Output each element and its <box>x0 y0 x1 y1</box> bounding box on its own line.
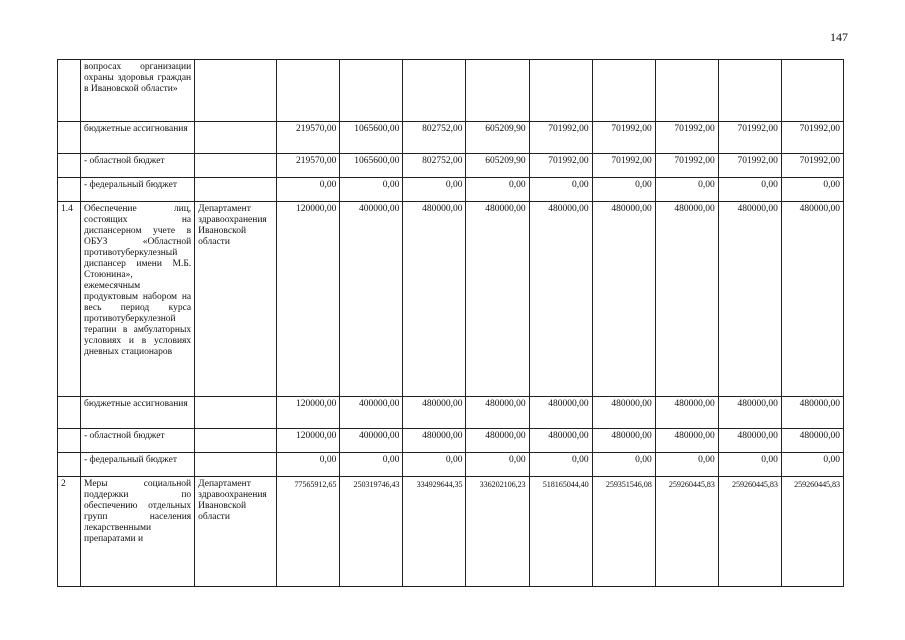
value-cell: 480000,00 <box>781 397 843 429</box>
item-name-cell: бюджетные ассигнования <box>81 122 195 154</box>
table-row <box>58 60 844 122</box>
value-cell: 480000,00 <box>718 202 781 397</box>
value-cell: 259351546,08 <box>592 477 655 587</box>
value-cell: 701992,00 <box>592 154 655 178</box>
value-cell: 400000,00 <box>340 429 403 453</box>
value-cell: 0,00 <box>340 178 403 202</box>
value-cell: 0,00 <box>529 178 592 202</box>
value-cell: 701992,00 <box>592 122 655 154</box>
value-cell: 480000,00 <box>466 202 529 397</box>
value-cell: 480000,00 <box>529 397 592 429</box>
budget-table <box>57 59 844 587</box>
value-cell: 480000,00 <box>403 429 466 453</box>
value-cell: 701992,00 <box>718 122 781 154</box>
item-name-cell: вопросах организации охраны здоровья граждан в Ивановской области» <box>81 60 195 122</box>
value-cell: 0,00 <box>718 453 781 477</box>
value-cell <box>277 60 340 122</box>
value-cell: 480000,00 <box>466 397 529 429</box>
table-row <box>58 397 844 429</box>
value-cell: 701992,00 <box>529 154 592 178</box>
value-cell: 219570,00 <box>277 122 340 154</box>
value-cell: 480000,00 <box>592 202 655 397</box>
executor-cell <box>195 178 277 202</box>
value-cell: 0,00 <box>340 453 403 477</box>
value-cell: 480000,00 <box>718 397 781 429</box>
value-cell: 701992,00 <box>529 122 592 154</box>
value-cell: 802752,00 <box>403 122 466 154</box>
value-cell: 77565912,65 <box>277 477 340 587</box>
value-cell: 480000,00 <box>655 429 718 453</box>
value-cell: 0,00 <box>466 453 529 477</box>
value-cell: 480000,00 <box>529 202 592 397</box>
row-number-cell <box>58 429 81 453</box>
row-number-cell <box>58 154 81 178</box>
value-cell: 250319746,43 <box>340 477 403 587</box>
value-cell: 1065600,00 <box>340 122 403 154</box>
value-cell: 701992,00 <box>655 154 718 178</box>
executor-cell <box>195 453 277 477</box>
value-cell: 480000,00 <box>592 429 655 453</box>
value-cell: 0,00 <box>277 178 340 202</box>
value-cell: 400000,00 <box>340 202 403 397</box>
value-cell <box>529 60 592 122</box>
value-cell: 0,00 <box>718 178 781 202</box>
value-cell: 480000,00 <box>466 429 529 453</box>
item-name-cell: бюджетные ассигнования <box>81 397 195 429</box>
value-cell: 480000,00 <box>592 397 655 429</box>
item-name-cell: - областной бюджет <box>81 154 195 178</box>
value-cell: 219570,00 <box>277 154 340 178</box>
value-cell: 0,00 <box>466 178 529 202</box>
value-cell: 0,00 <box>781 178 843 202</box>
value-cell: 701992,00 <box>781 154 843 178</box>
value-cell: 0,00 <box>403 453 466 477</box>
value-cell <box>592 60 655 122</box>
executor-cell <box>195 60 277 122</box>
row-number-cell <box>58 122 81 154</box>
row-number-cell: 2 <box>58 477 81 587</box>
row-number-cell: 1.4 <box>58 202 81 397</box>
value-cell: 336202106,23 <box>466 477 529 587</box>
executor-cell <box>195 122 277 154</box>
value-cell <box>781 60 843 122</box>
value-cell: 480000,00 <box>718 429 781 453</box>
value-cell: 120000,00 <box>277 397 340 429</box>
value-cell <box>655 60 718 122</box>
value-cell: 605209,90 <box>466 154 529 178</box>
value-cell: 400000,00 <box>340 397 403 429</box>
row-number-cell <box>58 178 81 202</box>
item-name-cell: - федеральный бюджет <box>81 453 195 477</box>
value-cell: 120000,00 <box>277 429 340 453</box>
row-number-cell <box>58 60 81 122</box>
value-cell: 701992,00 <box>655 122 718 154</box>
page-number: 147 <box>830 30 848 44</box>
value-cell: 480000,00 <box>403 397 466 429</box>
value-cell: 0,00 <box>592 178 655 202</box>
item-name-cell: - областной бюджет <box>81 429 195 453</box>
value-cell: 480000,00 <box>403 202 466 397</box>
row-number-cell <box>58 397 81 429</box>
value-cell: 259260445,83 <box>781 477 843 587</box>
executor-cell <box>195 154 277 178</box>
table-row <box>58 453 844 477</box>
value-cell: 480000,00 <box>781 202 843 397</box>
value-cell: 518165044,40 <box>529 477 592 587</box>
value-cell: 259260445,83 <box>655 477 718 587</box>
value-cell: 334929644,35 <box>403 477 466 587</box>
value-cell: 259260445,83 <box>718 477 781 587</box>
table-row <box>58 178 844 202</box>
value-cell: 120000,00 <box>277 202 340 397</box>
table-row <box>58 477 844 587</box>
value-cell: 0,00 <box>403 178 466 202</box>
value-cell <box>718 60 781 122</box>
value-cell: 480000,00 <box>529 429 592 453</box>
value-cell: 0,00 <box>529 453 592 477</box>
value-cell: 480000,00 <box>655 202 718 397</box>
item-name-cell: Меры социальной поддержки по обеспечению отдельных групп населения лекарственными препаратами и <box>81 477 195 587</box>
value-cell: 701992,00 <box>718 154 781 178</box>
value-cell <box>466 60 529 122</box>
value-cell: 701992,00 <box>781 122 843 154</box>
item-name-cell: - федеральный бюджет <box>81 178 195 202</box>
value-cell: 0,00 <box>655 178 718 202</box>
value-cell: 0,00 <box>592 453 655 477</box>
executor-cell <box>195 397 277 429</box>
value-cell: 802752,00 <box>403 154 466 178</box>
value-cell: 1065600,00 <box>340 154 403 178</box>
table-row <box>58 154 844 178</box>
executor-cell: Департамент здравоохранения Ивановской области <box>195 477 277 587</box>
table-row <box>58 122 844 154</box>
value-cell: 480000,00 <box>781 429 843 453</box>
value-cell: 605209,90 <box>466 122 529 154</box>
value-cell <box>403 60 466 122</box>
table-row <box>58 429 844 453</box>
value-cell: 480000,00 <box>655 397 718 429</box>
value-cell: 0,00 <box>781 453 843 477</box>
value-cell <box>340 60 403 122</box>
row-number-cell <box>58 453 81 477</box>
value-cell: 0,00 <box>277 453 340 477</box>
table-row <box>58 202 844 397</box>
item-name-cell: Обеспечение лиц, состоящих на диспансерном учете в ОБУЗ «Областной противотуберкулезный диспансер имени М.Б. Стоюнина», ежемесячным продуктовым набором на весь период курса противотуберкулезной терапии в амбулаторных условиях и в условиях дневных стационаров <box>81 202 195 397</box>
executor-cell: Департамент здравоохранения Ивановской области <box>195 202 277 397</box>
executor-cell <box>195 429 277 453</box>
value-cell: 0,00 <box>655 453 718 477</box>
